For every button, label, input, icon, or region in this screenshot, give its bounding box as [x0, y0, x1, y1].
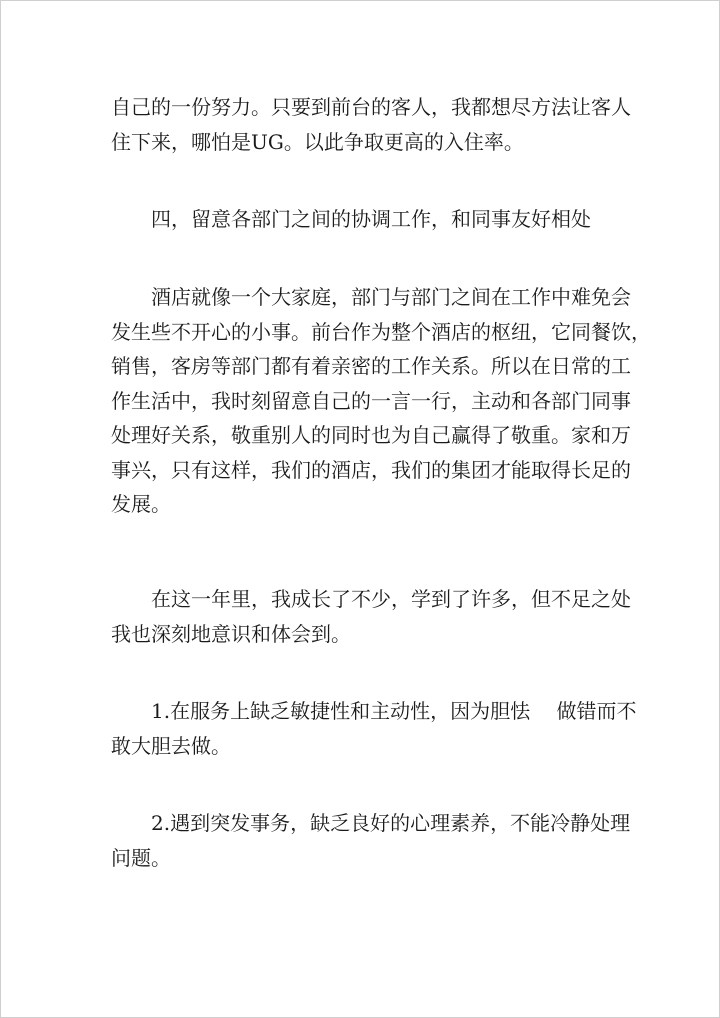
text-line: 销售，客房等部门都有着亲密的工作关系。所以在日常的工 [111, 354, 631, 378]
text-line: 发展。 [111, 492, 171, 516]
text-line: 住下来，哪怕是UG。以此争取更高的入住率。 [111, 129, 524, 154]
paragraph-year-review [111, 582, 631, 651]
text-line: 我也深刻地意识和体会到。 [111, 621, 351, 646]
section-heading-four [111, 202, 631, 237]
text-line: 在这一年里，我成长了不少，学到了许多，但不足之处 [151, 587, 631, 611]
paragraph-hotel-family [111, 280, 651, 522]
list-item-1 [111, 694, 637, 763]
paragraph-effort [111, 90, 631, 159]
text-line: 发生些不开心的小事。前台作为整个酒店的枢纽，它同餐饮， [111, 319, 651, 344]
text-line: 事兴，只有这样，我们的酒店，我们的集团才能取得长足的 [111, 457, 631, 482]
text-line: 酒店就像一个大家庭，部门与部门之间在工作中难免会 [151, 285, 631, 309]
text-line: 敢大胆去做。 [111, 733, 231, 758]
heading-line: 四，留意各部门之间的协调工作，和同事友好相处 [151, 207, 591, 231]
text-line: 作生活中，我时刻留意自己的一言一行，主动和各部门同事 [111, 388, 631, 413]
text-line: 问题。 [111, 845, 171, 870]
list-item-2 [111, 806, 631, 875]
text-line: 自己的一份努力。只要到前台的客人，我都想尽方法让客人 [111, 95, 631, 119]
text-line: 2.遇到突发事务，缺乏良好的心理素养，不能冷静处理 [151, 811, 631, 835]
text-line: 1.在服务上缺乏敏捷性和主动性，因为胆怯 做错而不 [151, 699, 637, 723]
text-line: 处理好关系，敬重别人的同时也为自己赢得了敬重。家和万 [111, 423, 631, 447]
